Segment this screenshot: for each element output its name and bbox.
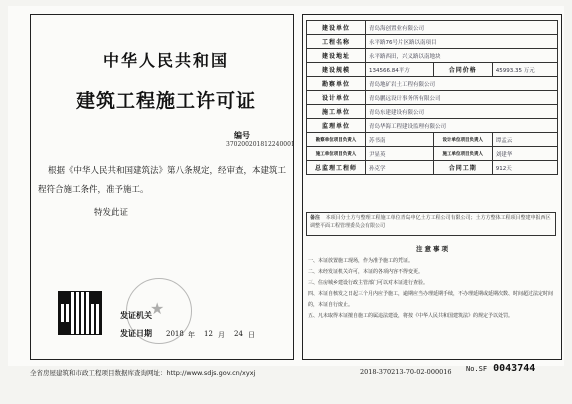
serial-label: 编号 [234, 130, 250, 140]
row-value-2: 刘建华 [492, 147, 557, 161]
table-row [307, 21, 558, 35]
row-value-2: 谭孟云 [492, 133, 557, 147]
serial-no-prefix: No.SF [466, 365, 488, 373]
row-value: 孙克学 [366, 161, 434, 175]
table-row [307, 147, 558, 161]
remark-box [306, 212, 556, 236]
table-row [307, 119, 558, 133]
table-row [307, 133, 558, 147]
list-item: 二、未经发证机关许可，本证的各项内容不得变更。 [308, 269, 424, 275]
country-name: 中华人民共和国 [102, 51, 229, 70]
issue-day-unit: 日 [248, 331, 255, 339]
notes-title: 注意事项 [416, 245, 450, 253]
issue-notice: 特发此证 [94, 208, 129, 218]
row-value: 134566.84平方 [366, 63, 434, 77]
row-label-2: 合同工期 [433, 161, 492, 175]
table-row [307, 161, 558, 175]
remark-text: 本项目分土方与整理工程施工单位青岛申亿土方工程公司有限公司；土方方整体工程项目整建申报西区调整平面工程管理委员会有限公司 [310, 215, 551, 229]
query-url-footer: 全省房屋建筑和市政工程项目数据库查询网址：http://www.sdjs.gov.cn/xyxj [30, 369, 256, 377]
row-value: 尹显英 [366, 147, 434, 161]
official-seal-icon: ★ [126, 278, 192, 344]
row-value: 青岛东建建设有限公司 [366, 105, 558, 119]
row-label-2: 设计单位项目负责人 [433, 133, 492, 147]
declaration-text: 根据《中华人民共和国建筑法》第八条规定，经审查，本建筑工程符合施工条件，准予施工。 [38, 166, 287, 195]
serial-no-number: 0043744 [493, 363, 536, 374]
issue-day: 24 [234, 330, 243, 338]
row-label-2: 施工单位项目负责人 [433, 147, 492, 161]
issuer-label: 发证机关 [120, 311, 152, 320]
issue-year-unit: 年 [188, 331, 195, 339]
row-value: 青岛华海工程建设监理有限公司 [366, 119, 558, 133]
row-value: 永平路76号片区路以南项目 [366, 35, 558, 49]
serial-number: 370200201812240001 [226, 141, 295, 148]
issue-month-unit: 月 [218, 331, 225, 339]
list-item: 四、本证自核发之日起三个月内应予施工，逾期应当办理延期手续，不办理延期或延期次数、时间超过法定时间的，本证自行废止。 [308, 291, 554, 308]
permit-title: 建筑工程施工许可证 [75, 90, 256, 112]
table-row [307, 91, 558, 105]
table-row [307, 105, 558, 119]
row-label: 设计单位 [307, 91, 366, 105]
list-item: 三、住房城乡建设行政主管部门可以对本证进行查验。 [308, 280, 429, 286]
table-row [307, 49, 558, 63]
row-value: 青岛鹏远设计事务所有限公司 [366, 91, 558, 105]
issue-month: 12 [204, 330, 213, 338]
row-value: 永平路西田，兴义路以南地块 [366, 49, 558, 63]
notes-list [308, 256, 556, 322]
row-label: 工程名称 [307, 35, 366, 49]
row-label: 建设规模 [307, 63, 366, 77]
row-label: 建设地址 [307, 49, 366, 63]
document-code: 2018-370213-70-02-000016 [360, 368, 452, 376]
remark-label: 备注 [310, 215, 321, 221]
row-label-2: 合同价格 [433, 63, 492, 77]
table-row [307, 63, 558, 77]
issue-year: 2018 [166, 330, 184, 338]
row-label: 施工单位项目负责人 [307, 147, 366, 161]
row-label: 建设单位 [307, 21, 366, 35]
row-label: 勘察单位项目负责人 [307, 133, 366, 147]
permit-page [8, 6, 564, 366]
row-value-2: 45993.35 万元 [492, 63, 557, 77]
row-label: 勘察单位 [307, 77, 366, 91]
row-label: 总监理工程师 [307, 161, 366, 175]
row-value: 苏书南 [366, 133, 434, 147]
serial-no [466, 363, 535, 374]
permit-info-table [306, 20, 558, 175]
list-item: 一、本证放置施工现场，作为准予施工的凭证。 [308, 258, 414, 264]
table-row [307, 35, 558, 49]
row-value: 青岛海创置业有限公司 [366, 21, 558, 35]
issue-date-label: 发证日期 [120, 329, 152, 338]
table-row [307, 77, 558, 91]
qr-code-icon [58, 291, 102, 335]
row-value-2: 912天 [492, 161, 557, 175]
list-item: 五、凡未取得本证擅自施工的属违法建设，将按《中华人民共和国建筑法》的规定予以处罚。 [308, 313, 514, 319]
row-label: 监理单位 [307, 119, 366, 133]
row-label: 施工单位 [307, 105, 366, 119]
row-value: 青岛地矿岩土工程有限公司 [366, 77, 558, 91]
